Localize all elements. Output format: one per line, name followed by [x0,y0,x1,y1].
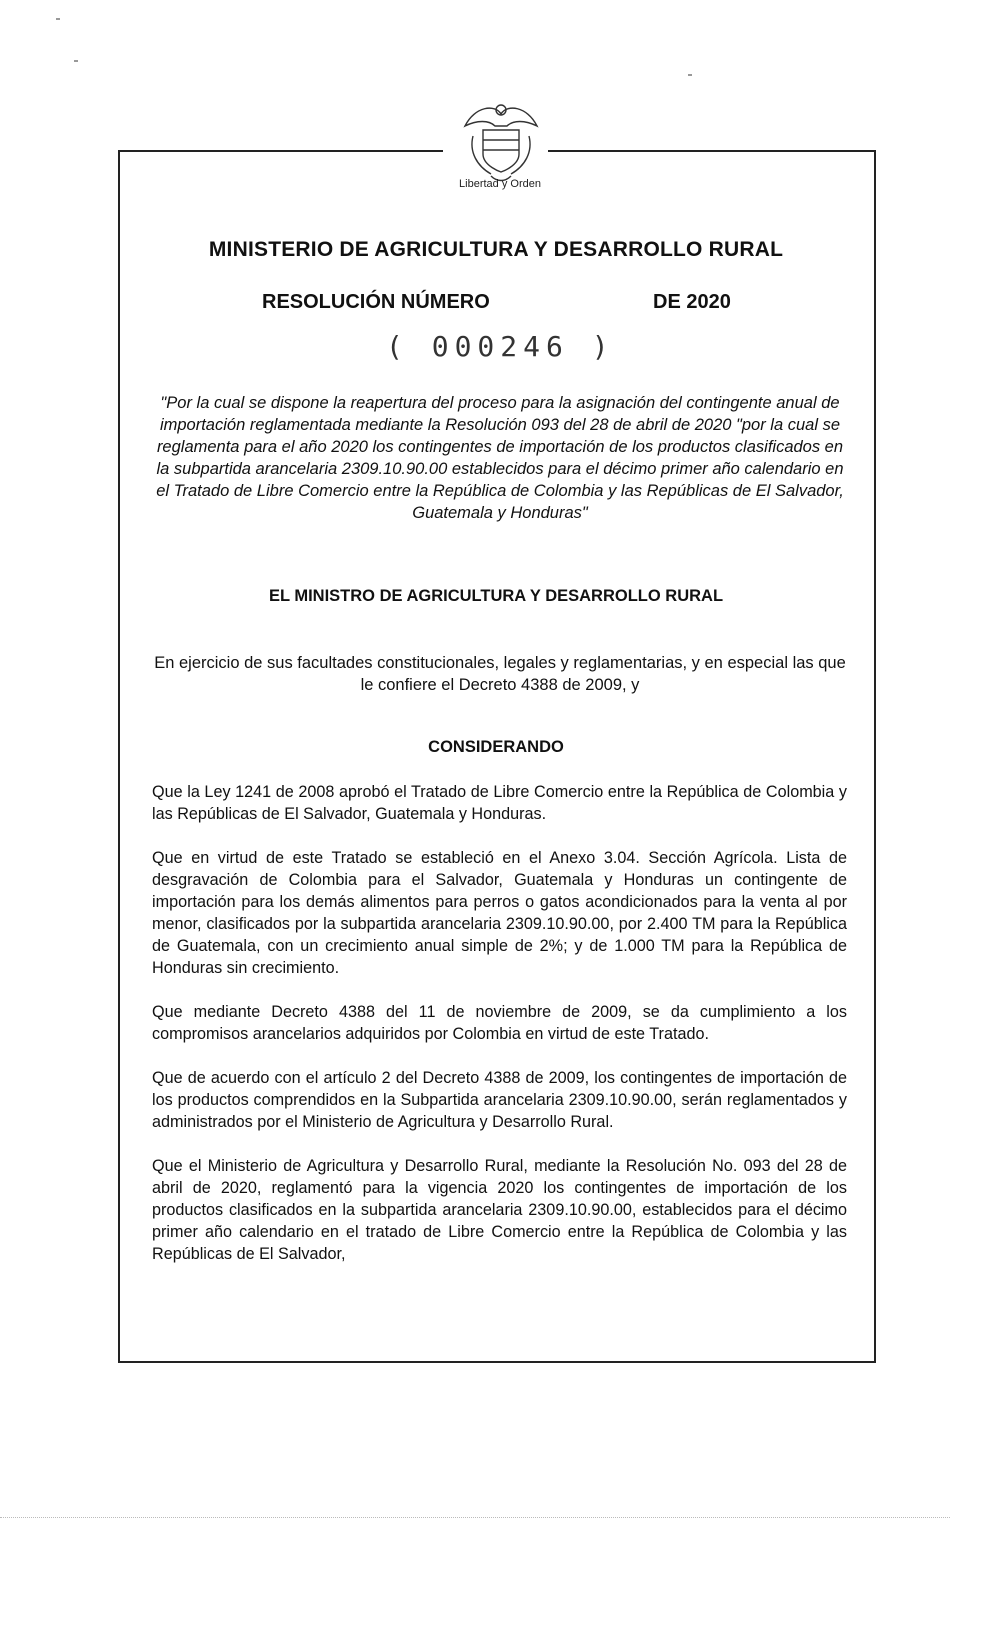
considerando-paragraph: Que mediante Decreto 4388 del 11 de noviembre de 2009, se da cumplimiento a los compromisos arancelarios adquiridos por Colombia en virtud de este Tratado. [152,1003,847,1043]
considerando-heading: CONSIDERANDO [428,738,564,756]
considerando-paragraph: Que la Ley 1241 de 2008 aprobó el Tratado de Libre Comercio entre la República de Colombia y las Repúblicas de El Salvador, Guatemala y Honduras. [152,783,847,823]
scan-speck [56,18,60,20]
resolution-label: RESOLUCIÓN NÚMERO [262,291,490,313]
minister-heading: EL MINISTRO DE AGRICULTURA Y DESARROLLO RURAL [268,587,724,605]
ministry-title: MINISTERIO DE AGRICULTURA Y DESARROLLO RURAL [208,238,784,261]
scan-dotted-line [0,1517,950,1518]
seal-motto: Libertad y Orden [459,178,541,190]
considerando-body [152,781,847,1287]
considerando-paragraph: Que de acuerdo con el artículo 2 del Decreto 4388 de 2009, los contingentes de importación de los productos comprendidos en la Subpartida arancelaria 2309.10.90.00, serán reglamentados y administrados por el Ministerio de Agricultura y Desarrollo Rural. [152,1069,847,1131]
resolution-epigraph: "Por la cual se dispone la reapertura del proceso para la asignación del contingente anual de importación reglamentada mediante la Resolución 093 del 28 de abril de 2020 "por la cual se reglamenta para el año 2020 los contingentes de importación de los productos clasificados en la subpartida arancelaria 2309.10.90.00 establecidos para el décimo primer año calendario en el Tratado de Libre Comercio entre la República de Colombia y las Repúblicas de El Salvador, Guatemala y Honduras" [156,394,844,522]
scan-speck [688,74,692,76]
resolution-year: DE 2020 [653,291,731,313]
considerando-paragraph: Que el Ministerio de Agricultura y Desarrollo Rural, mediante la Resolución No. 093 del 28 de abril de 2020, reglamentó para la vigencia 2020 los contingentes de importación de los productos clasificados en la subpartida arancelaria 2309.10.90.00, establecidos para el décimo primer año calendario en el tratado de Libre Comercio entre la República de Colombia y las Repúblicas de El Salvador, [152,1157,847,1263]
coat-of-arms-seal [455,96,547,188]
scan-speck [74,60,78,62]
considerando-paragraph: Que en virtud de este Tratado se estableció en el Anexo 3.04. Sección Agrícola. Lista de desgravación de Colombia para el Salvador, Guatemala y Honduras un contingente de importación para los demás alimentos para perros o gatos acondicionados para la venta al por menor, clasificados por la subpartida arancelaria 2309.10.90.00, por 2.400 TM para la República de Guatemala, con un crecimiento anual simple de 2%; y de 1.000 TM para la República de Honduras sin crecimiento. [152,849,847,977]
resolution-number-stamp: ( 000246 ) [386,330,615,363]
exercise-statement: En ejercicio de sus facultades constitucionales, legales y reglamentarias, y en especial las que le confiere el Decreto 4388 de 2009, y [154,654,846,694]
